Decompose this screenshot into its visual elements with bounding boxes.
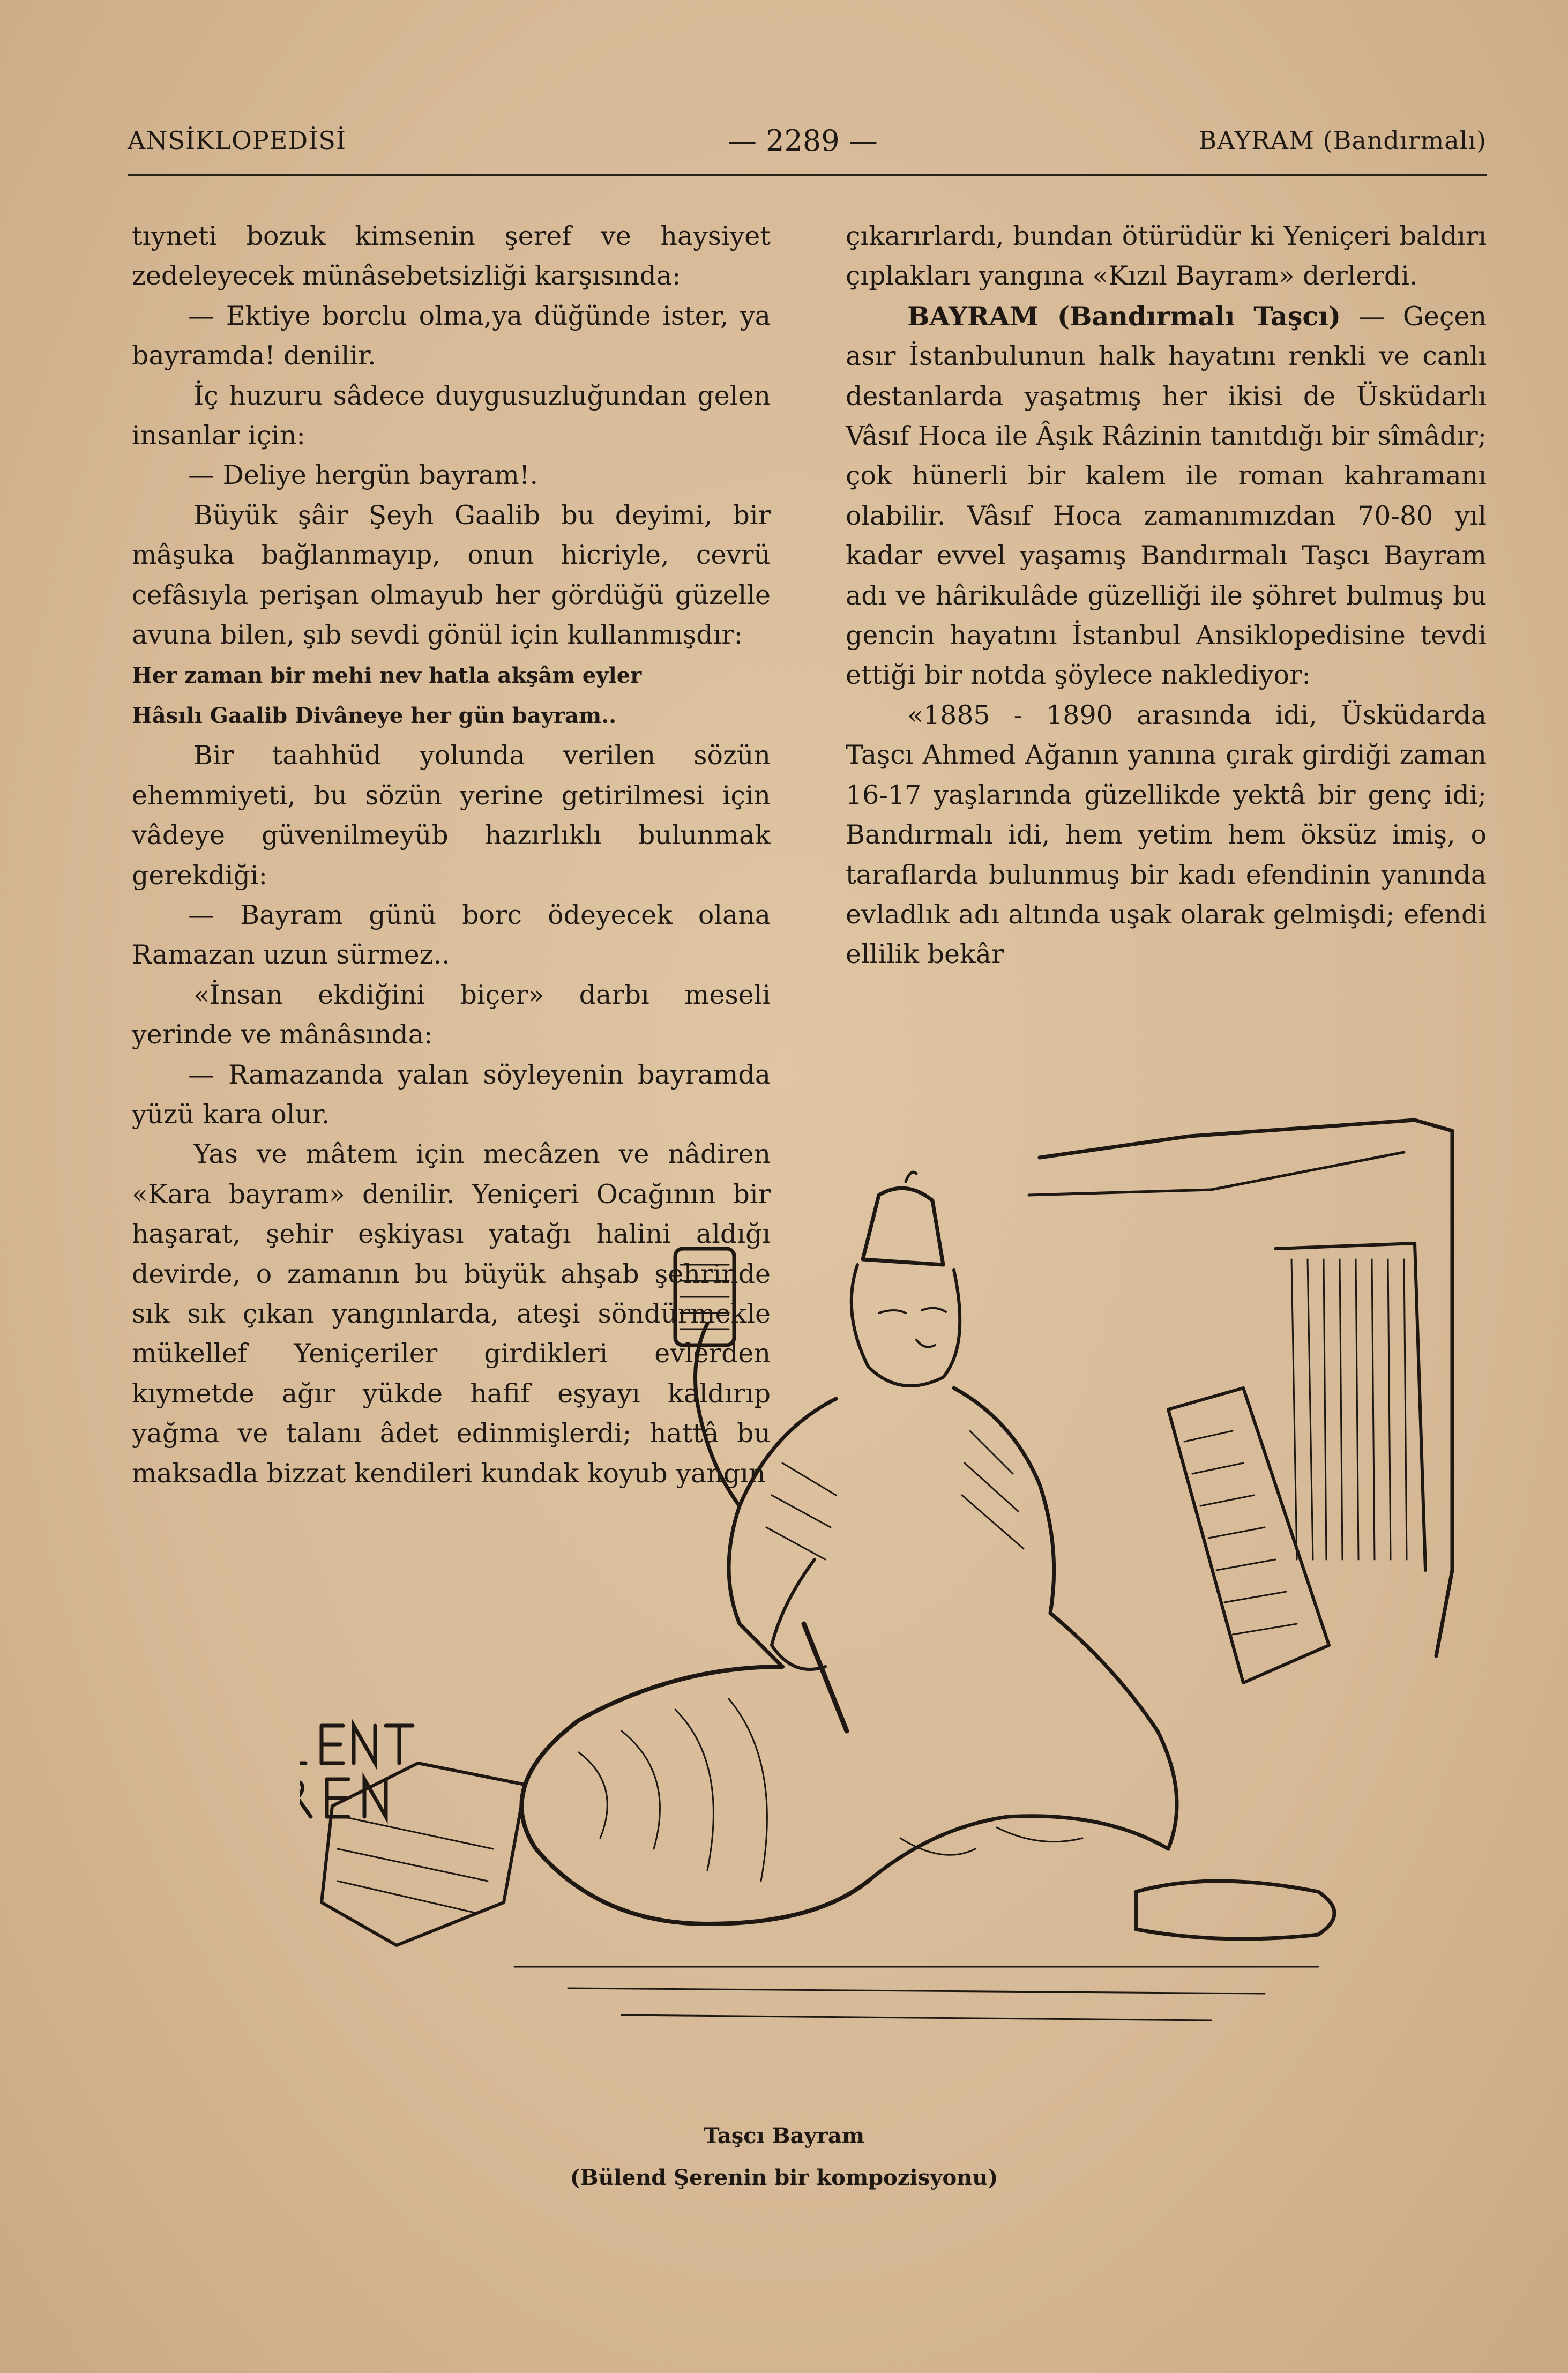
header-entry: BAYRAM (Bandırmalı) <box>1198 126 1487 155</box>
figure-caption-title: Taşcı Bayram <box>703 2123 865 2148</box>
running-header <box>128 126 1487 158</box>
entry-title: BAYRAM (Bandırmalı Taşcı) <box>907 300 1341 332</box>
paragraph: — Deliye hergün bayram!. <box>188 460 539 491</box>
verse-line: Her zaman bir mehi nev hatla akşâm eyler <box>132 663 642 689</box>
header-rule <box>128 174 1487 176</box>
right-column <box>846 217 1487 975</box>
verse-line: Hâsılı Gaalib Divâneye her gün bayram.. <box>132 703 617 728</box>
illustration-drawing <box>300 1088 1479 2095</box>
paragraph: çıkarırlardı, bundan ötürüdür ki Yeniçeri baldırı çıplakları yangına «Kızıl Bayram» derlerdi. <box>846 221 1487 292</box>
paragraph: Büyük şâir Şeyh Gaalib bu deyimi, bir mâşuka bağlanmayıp, onun hicriyle, cevrü cefâsıyla perişan olmayub her gördüğü güzelle avuna bilen, şıb sevdi gönül için kullanmışdır: <box>132 499 771 651</box>
paragraph: Bir taahhüd yolunda verilen sözün ehemmiyeti, bu sözün yerine getirilmesi için vâdeye güvenilmeyüb hazırlıklı bulunmak gerekdiği: <box>132 740 771 891</box>
paragraph: İç huzuru sâdece duygusuzluğundan gelen insanlar için: <box>132 380 771 451</box>
paragraph: «İnsan ekdiğini biçer» darbı meseli yerinde ve mânâsında: <box>132 979 771 1050</box>
paragraph: — Bayram günü borc ödeyecek olana Ramazan uzun sürmez.. <box>132 899 771 971</box>
page-number: — 2289 — <box>728 124 878 158</box>
entry-paragraph <box>846 296 1487 696</box>
header-publication: ANSİKLOPEDİSİ <box>128 126 347 155</box>
paragraph: — Ramazanda yalan söyleyenin bayramda yüzü kara olur. <box>132 1059 771 1130</box>
entry-text: — Geçen asır İstanbulunun halk hayatını renkli ve canlı destanlarda yaşatmış her ikisi de Üsküdarlı Vâsıf Hoca ile Âşık Râzinin tanıtdığı bir sîmâdır; çok hünerli bir kalem ile roman kahramanı olabilir. Vâsıf Hoca zamanımızdan 70-80 yıl kadar evvel yaşamış Bandırmalı Taşcı Bayram adı ve hârikulâde güzelliği ile şöhret bulmuş bu gencin hayatını İstanbul Ansiklopedisine tevdi ettiği bir notda şöylece naklediyor: <box>846 301 1487 691</box>
illustration-tasci-bayram <box>300 1088 1479 2095</box>
paragraph: Yas ve mâtem için mecâzen ve nâdiren «Kara bayram» denilir. Yeniçeri Ocağının bir haşarat, şehir eşkiyası yatağı halini aldığı devirde, o zamanın bu büyük ahşab şehrinde sık sık çıkan yangınlarda, ateşi söndürmekle mükellef Yeniçeriler girdikleri evlerden kıymetde ağır yükde hafif eşyayı kaldırıp yağma ve talanı âdet edinmişlerdi; hattâ bu maksadla bizzat kendileri kundak koyub yangın <box>132 1139 771 1489</box>
paragraph: tıyneti bozuk kimsenin şeref ve haysiyet zedeleyecek münâsebetsizliği karşısında: <box>132 221 771 292</box>
figure-caption-credit: (Bülend Şerenin bir kompozisyonu) <box>570 2165 998 2190</box>
paragraph: «1885 - 1890 arasında idi, Üsküdarda Taşcı Ahmed Ağanın yanına çırak girdiği zaman 16-17 yaşlarında güzellikde yektâ bir genç idi; Bandırmalı idi, hem yetim hem öksüz imiş, o taraflarda bulunmuş bir kadı efendinin yanında evladlık adı altında uşak olarak gelmişdi; efendi ellilik bekâr <box>846 699 1487 970</box>
paragraph: — Ektiye borclu olma,ya düğünde ister, ya bayramda! denilir. <box>132 300 771 371</box>
